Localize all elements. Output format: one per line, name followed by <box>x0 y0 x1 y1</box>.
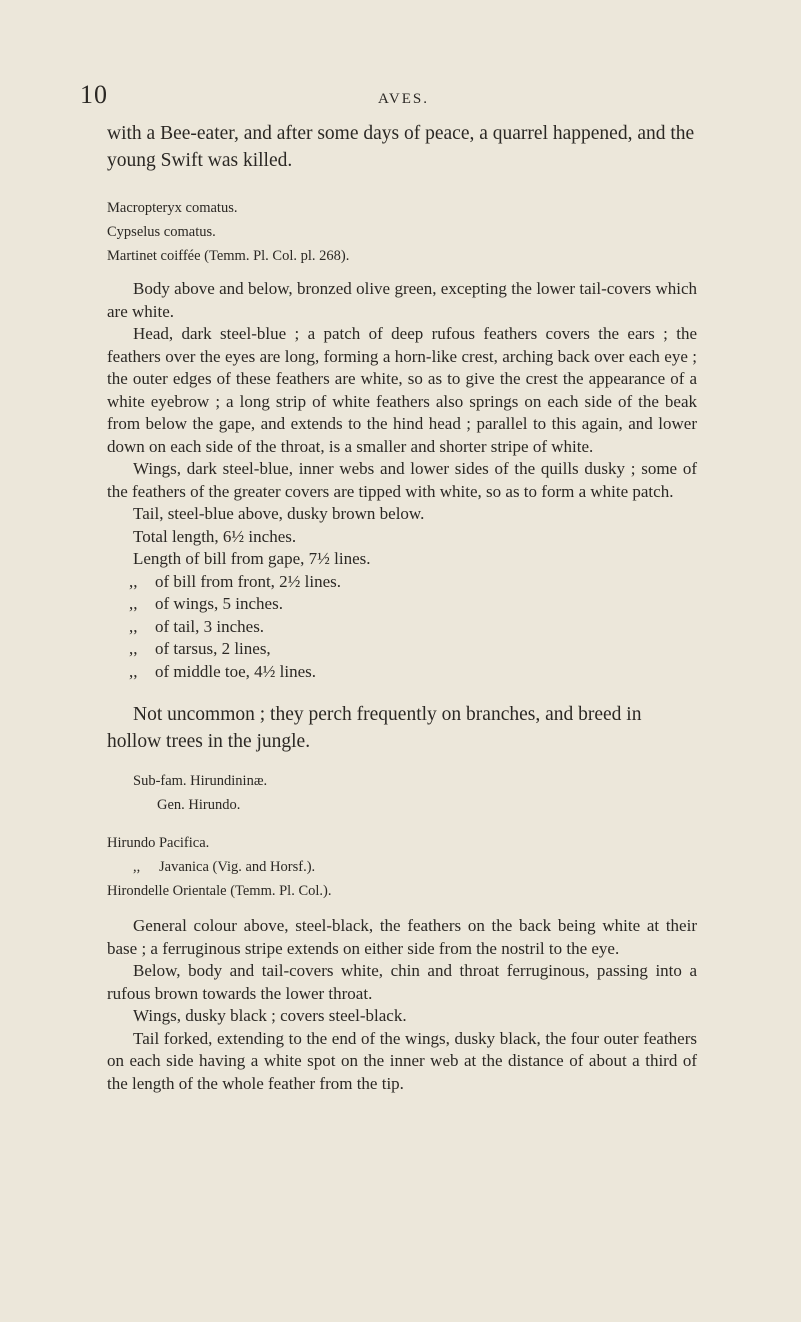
ditto-mark: ,, <box>129 639 138 658</box>
synonym-line: Martinet coiffée (Temm. Pl. Col. pl. 268). <box>107 248 350 264</box>
species1-description <box>107 278 697 526</box>
description-paragraph: Body above and below, bronzed olive green, excepting the lower tail-covers which are white. <box>107 279 697 321</box>
intro-paragraph: with a Bee-eater, and after some days of peace, a quarrel happened, and the young Swift was killed. <box>107 123 695 171</box>
running-head: AVES. <box>378 91 429 107</box>
ditto-mark: ,, <box>129 661 138 681</box>
ditto-mark: ,, <box>133 859 141 875</box>
description-paragraph: Tail, steel-blue above, dusky brown below. <box>133 504 425 523</box>
habitat-paragraph: Not uncommon ; they perch frequently on branches, and breed in hollow trees in the jungle. <box>107 704 642 752</box>
species1-synonyms <box>107 196 697 268</box>
genus-heading: Gen. Hirundo. <box>157 797 241 813</box>
measurement-total: Total length, 6½ inches. <box>133 526 297 546</box>
page-content <box>107 120 697 1095</box>
synonym-line: Hirondelle Orientale (Temm. Pl. Col.). <box>107 883 332 899</box>
measurement-text: of tarsus, 2 lines, <box>155 639 271 658</box>
synonym-line <box>107 855 697 879</box>
measurement-text: of tail, 3 inches. <box>155 616 265 636</box>
measurement-line <box>107 638 697 661</box>
taxonomy-heading <box>107 769 697 817</box>
species2-synonyms <box>107 831 697 903</box>
ditto-mark: ,, <box>129 571 138 591</box>
description-paragraph: Below, body and tail-covers white, chin and throat ferruginous, passing into a rufous brown towards the lower throat. <box>107 961 697 1003</box>
measurement-line <box>107 616 697 639</box>
page-number: 10 <box>80 80 108 109</box>
species1-measurements <box>107 526 697 684</box>
measurement-line <box>107 593 697 616</box>
measurement-line <box>107 661 697 684</box>
measurement-line <box>107 571 697 594</box>
measurement-text: of bill from front, 2½ lines. <box>155 571 342 591</box>
description-paragraph: Wings, dark steel-blue, inner webs and lower sides of the quills dusky ; some of the feathers of the greater covers are tipped with white, so as to form a white patch. <box>107 459 697 501</box>
subfamily-heading: Sub-fam. Hirundininæ. <box>133 773 268 789</box>
synonym-line: Hirundo Pacifica. <box>107 835 210 851</box>
ditto-mark: ,, <box>129 616 138 636</box>
measurement-text: of wings, 5 inches. <box>155 594 283 613</box>
synonym-line: Macropteryx comatus. <box>107 200 238 216</box>
measurement-line: Length of bill from gape, 7½ lines. <box>133 549 371 568</box>
description-paragraph: Head, dark steel-blue ; a patch of deep rufous feathers covers the ears ; the feathers over the eyes are long, forming a horn-like crest, arching back over each eye ; the outer edges of these feathers are white, so as to give the crest the appearance of a white eyebrow ; a long strip of white feathers also springs on each side of the beak from below the gape, and extends to the hind head ; parallel to this again, and lower down on each side of the throat, is a smaller and shorter stripe of white. <box>107 324 697 456</box>
synonym-text: Javanica (Vig. and Horsf.). <box>159 859 316 875</box>
ditto-mark: ,, <box>129 594 138 613</box>
synonym-line: Cypselus comatus. <box>107 224 216 240</box>
description-paragraph: Tail forked, extending to the end of the wings, dusky black, the four outer feathers on each side having a white spot on the inner web at the distance of about a third of the length of the whole feather from the tip. <box>107 1028 697 1093</box>
description-paragraph: Wings, dusky black ; covers steel-black. <box>133 1006 407 1025</box>
measurement-text: of middle toe, 4½ lines. <box>155 661 317 681</box>
description-paragraph: General colour above, steel-black, the feathers on the back being white at their base ; a ferruginous stripe extends on either side from the nostril to the eye. <box>107 916 697 958</box>
species2-description <box>107 915 697 1095</box>
